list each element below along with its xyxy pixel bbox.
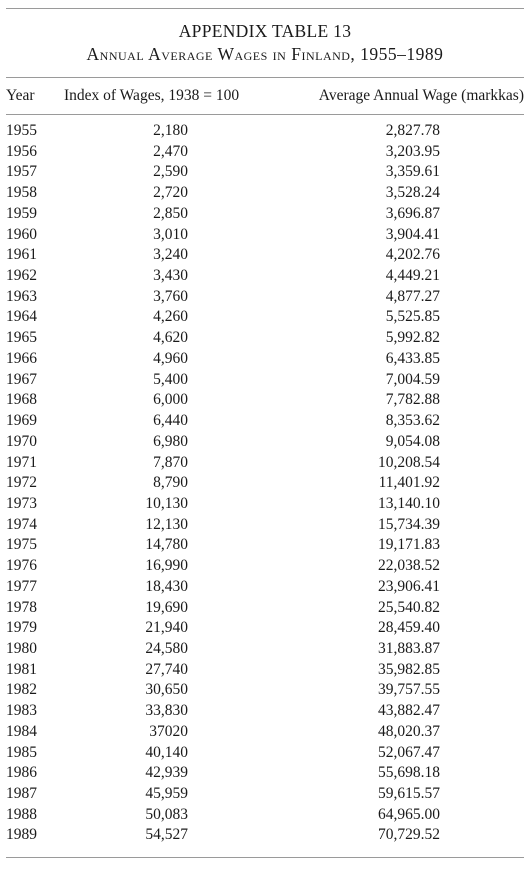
table-row [6, 287, 524, 308]
cell-wage: 8,353.62 [385, 412, 440, 430]
cell-year: 1955 [6, 122, 37, 139]
cell-wage: 5,992.82 [385, 329, 440, 347]
cell-index: 2,470 [153, 142, 188, 160]
cell-wage: 3,904.41 [385, 225, 440, 243]
cell-wage: 52,067.47 [378, 743, 440, 761]
cell-wage: 31,883.87 [378, 639, 440, 657]
table-row [6, 307, 524, 328]
cell-wage: 4,877.27 [385, 287, 440, 305]
table-row [6, 763, 524, 784]
column-header-wage: Average Annual Wage (markkas) [318, 87, 524, 104]
cell-wage: 25,540.82 [378, 598, 440, 616]
cell-year: 1977 [6, 577, 37, 595]
cell-wage: 43,882.47 [378, 702, 440, 720]
cell-index: 4,260 [153, 308, 188, 326]
table-row [6, 183, 524, 204]
cell-wage: 11,401.92 [378, 474, 440, 492]
table-row [6, 370, 524, 391]
cell-wage: 70,729.52 [378, 826, 440, 844]
cell-index: 14,780 [145, 536, 188, 554]
cell-index: 8,790 [153, 474, 188, 492]
cell-index: 27,740 [145, 660, 188, 678]
cell-year: 1978 [6, 598, 37, 616]
cell-year: 1972 [6, 474, 37, 492]
cell-index: 6,980 [153, 432, 188, 450]
table-row [6, 121, 524, 142]
cell-wage: 2,827.78 [385, 122, 440, 139]
table-number: APPENDIX TABLE 13 [178, 21, 352, 41]
cell-year: 1966 [6, 349, 37, 367]
cell-wage: 4,202.76 [385, 246, 440, 264]
cell-index: 2,720 [153, 184, 188, 202]
cell-year: 1982 [6, 681, 37, 699]
cell-index: 3,430 [153, 267, 188, 285]
cell-index: 54,527 [145, 826, 188, 844]
table-row [6, 204, 524, 225]
table-row [6, 473, 524, 494]
cell-index: 30,650 [145, 681, 188, 699]
cell-wage: 48,020.37 [378, 722, 440, 740]
cell-wage: 28,459.40 [378, 619, 440, 637]
cell-wage: 3,359.61 [385, 163, 440, 181]
cell-year: 1975 [6, 536, 37, 554]
cell-index: 4,620 [153, 329, 188, 347]
cell-year: 1980 [6, 639, 37, 657]
table-row [6, 535, 524, 556]
table-row [6, 411, 524, 432]
table-row [6, 390, 524, 411]
cell-index: 4,960 [153, 349, 188, 367]
cell-wage: 13,140.10 [378, 494, 440, 512]
cell-year: 1957 [6, 163, 37, 181]
table-row [6, 515, 524, 536]
table-row [6, 639, 524, 660]
cell-wage: 39,757.55 [378, 681, 440, 699]
table-body [6, 121, 524, 846]
cell-index: 16,990 [145, 557, 188, 575]
document-page [6, 0, 524, 869]
table-row [6, 598, 524, 619]
table-row [6, 266, 524, 287]
table-row [6, 494, 524, 515]
cell-index: 3,010 [153, 225, 188, 243]
table-row [6, 328, 524, 349]
table-row [6, 784, 524, 805]
cell-wage: 9,054.08 [385, 432, 440, 450]
cell-year: 1987 [6, 785, 37, 802]
cell-index: 24,580 [145, 639, 188, 657]
table-row [6, 805, 524, 826]
cell-year: 1956 [6, 142, 37, 160]
cell-year: 1973 [6, 494, 37, 512]
table-row [6, 225, 524, 246]
cell-wage: 3,528.24 [385, 184, 440, 202]
cell-index: 10,130 [145, 494, 188, 512]
table-row [6, 660, 524, 681]
cell-year: 1979 [6, 619, 37, 637]
table-title [6, 20, 524, 66]
cell-index: 40,140 [145, 743, 188, 761]
cell-wage: 3,696.87 [385, 204, 440, 222]
cell-year: 1961 [6, 246, 37, 264]
cell-wage: 22,038.52 [378, 557, 440, 575]
table-row [6, 245, 524, 266]
cell-year: 1986 [6, 764, 37, 782]
column-header-index: Index of Wages, 1938 = 100 [64, 87, 240, 104]
cell-year: 1970 [6, 432, 37, 450]
cell-index: 45,959 [145, 785, 188, 802]
cell-index: 2,180 [153, 122, 188, 139]
header-bottom-rule [6, 114, 524, 115]
cell-index: 18,430 [145, 577, 188, 595]
bottom-rule [6, 857, 524, 858]
cell-wage: 19,171.83 [378, 536, 440, 554]
table-row [6, 680, 524, 701]
cell-wage: 3,203.95 [385, 142, 440, 160]
cell-wage: 64,965.00 [378, 805, 440, 823]
table-row [6, 825, 524, 846]
cell-wage: 6,433.85 [385, 349, 440, 367]
cell-year: 1983 [6, 702, 37, 720]
cell-wage: 55,698.18 [378, 764, 440, 782]
cell-year: 1974 [6, 515, 37, 533]
table-row [6, 577, 524, 598]
table-row [6, 556, 524, 577]
cell-wage: 5,525.85 [385, 308, 440, 326]
cell-year: 1959 [6, 204, 37, 222]
header-top-rule [6, 77, 524, 78]
cell-index: 21,940 [145, 619, 188, 637]
cell-index: 2,850 [153, 204, 188, 222]
cell-wage: 15,734.39 [378, 515, 440, 533]
cell-year: 1976 [6, 557, 37, 575]
table-row [6, 722, 524, 743]
cell-wage: 7,004.59 [385, 370, 440, 388]
cell-wage: 7,782.88 [385, 391, 440, 409]
table-caption: Annual Average Wages in Finland, 1955–1989 [86, 44, 444, 64]
cell-index: 42,939 [145, 764, 188, 782]
cell-year: 1988 [6, 805, 37, 823]
cell-index: 7,870 [153, 453, 188, 471]
cell-year: 1962 [6, 267, 37, 285]
cell-year: 1984 [6, 722, 37, 740]
cell-year: 1985 [6, 743, 37, 761]
cell-index: 19,690 [145, 598, 188, 616]
table-row [6, 142, 524, 163]
cell-wage: 23,906.41 [378, 577, 440, 595]
cell-index: 3,760 [153, 287, 188, 305]
table-row [6, 349, 524, 370]
cell-index: 2,590 [153, 163, 188, 181]
table-row [6, 432, 524, 453]
cell-index: 12,130 [145, 515, 188, 533]
cell-year: 1960 [6, 225, 37, 243]
cell-wage: 35,982.85 [378, 660, 440, 678]
cell-wage: 10,208.54 [378, 453, 440, 471]
table-row [6, 618, 524, 639]
cell-year: 1981 [6, 660, 37, 678]
cell-year: 1963 [6, 287, 37, 305]
table-row [6, 453, 524, 474]
cell-wage: 59,615.57 [378, 785, 440, 802]
cell-wage: 4,449.21 [385, 267, 440, 285]
table-row [6, 701, 524, 722]
cell-index: 33,830 [145, 702, 188, 720]
cell-year: 1967 [6, 370, 37, 388]
cell-year: 1964 [6, 308, 37, 326]
cell-index: 50,083 [145, 805, 188, 823]
cell-year: 1989 [6, 826, 37, 844]
cell-year: 1971 [6, 453, 37, 471]
table-row [6, 743, 524, 764]
cell-index: 37020 [149, 722, 188, 740]
cell-year: 1968 [6, 391, 37, 409]
top-rule [6, 8, 524, 9]
cell-year: 1965 [6, 329, 37, 347]
column-header-year: Year [6, 87, 35, 104]
cell-index: 6,440 [153, 412, 188, 430]
cell-year: 1958 [6, 184, 37, 202]
cell-index: 6,000 [153, 391, 188, 409]
table-row [6, 162, 524, 183]
cell-index: 3,240 [153, 246, 188, 264]
cell-year: 1969 [6, 412, 37, 430]
cell-index: 5,400 [153, 370, 188, 388]
